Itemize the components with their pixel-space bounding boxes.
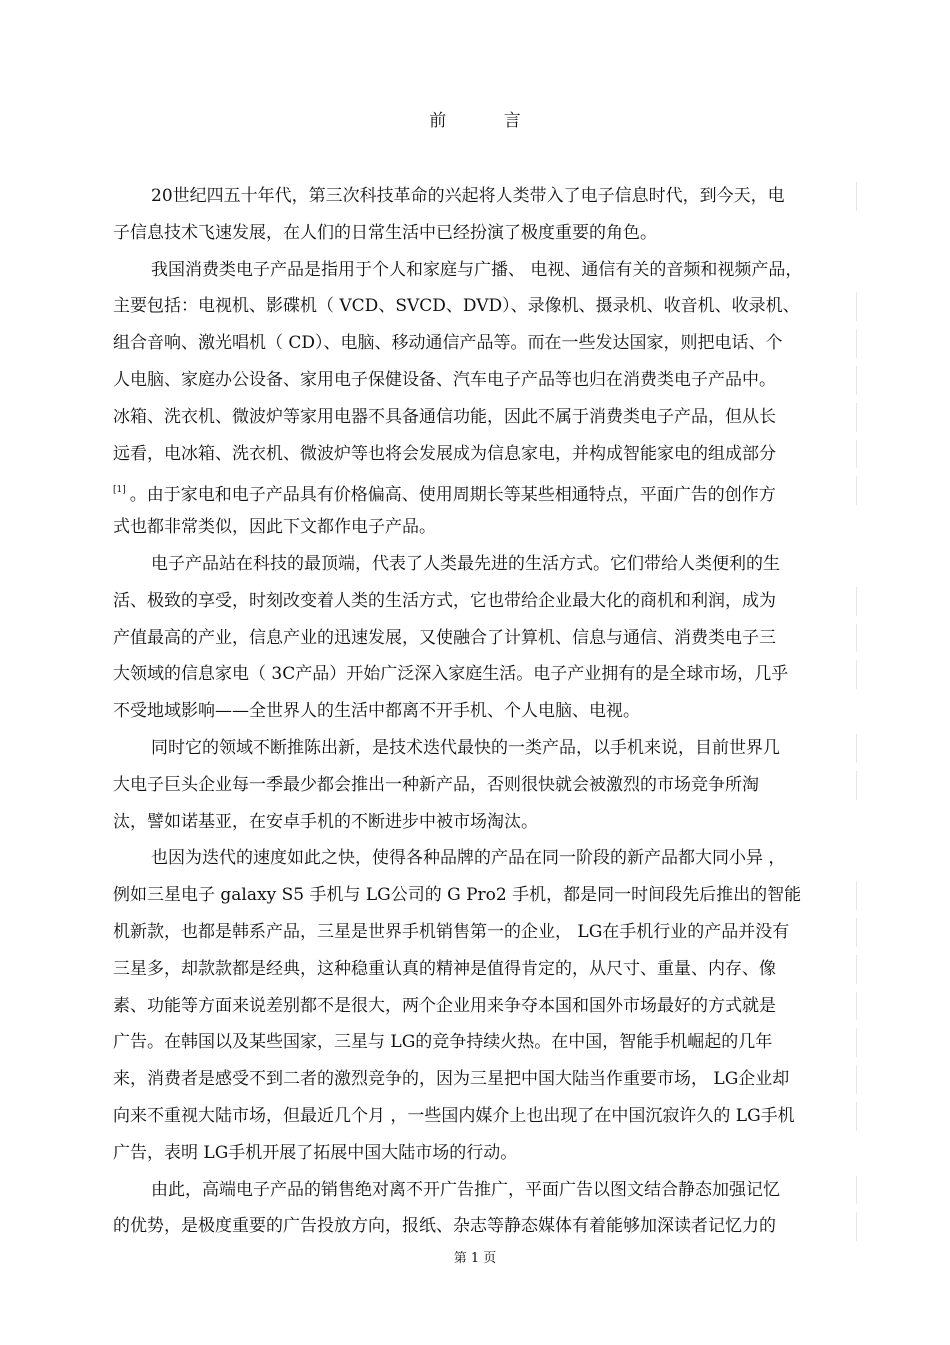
text-line: 活、极致的享受，时刻改变着人类的生活方式，它也带给企业最大化的商机和利润，成为	[113, 583, 857, 620]
text-line: 的优势，是极度重要的广告投放方向，报纸、杂志等静态媒体有着能够加深读者记忆力的	[113, 1208, 857, 1245]
text-line: 也因为迭代的速度如此之快，使得各种品牌的产品在同一阶段的新产品都大同小异 ，	[151, 848, 786, 869]
text-line: 人电脑、家庭办公设备、家用电子保健设备、汽车电子产品等也归在消费类电子产品中。	[113, 362, 857, 399]
text-line: 主要包括：电视机、影碟机（ VCD、SVCD、DVD）、录像机、摄录机、收音机、收录机、	[113, 288, 857, 325]
text-line: 广告，表明 LG手机开展了拓展中国大陆市场的行动。	[113, 1142, 518, 1163]
text-line: 三星多，却款款都是经典，这种稳重认真的精神是值得肯定的，从尺寸、重量、内存、像	[113, 951, 857, 988]
text-line: 由此，高端电子产品的销售绝对离不开广告推广，平面广告以图文结合静态加强记忆	[113, 1172, 857, 1209]
text-line: 汰，譬如诺基亚，在安卓手机的不断进步中被市场淘汰。	[113, 811, 538, 832]
text-line: 产值最高的产业，信息产业的迅速发展，又使融合了计算机、信息与通信、消费类电子三	[113, 620, 857, 657]
text-line: 我国消费类电子产品是指用于个人和家庭与广播、 电视、通信有关的音频和视频产品，	[151, 259, 803, 280]
text-line: [1] 。由于家电和电子产品具有价格偏高、使用周期长等某些相通特点，平面广告的创作方	[113, 472, 857, 509]
text-line: 20世纪四五十年代，第三次科技革命的兴起将人类带入了电子信息时代，到今天，电	[113, 178, 857, 215]
text-line: 冰箱、洗衣机、微波炉等家用电器不具备通信功能，因此不属于消费类电子产品，但从长	[113, 399, 857, 436]
page-number: 第 1 页	[453, 1251, 497, 1266]
text-line: 大领域的信息家电（ 3C产品）开始广泛深入家庭生活。电子产业拥有的是全球市场，几乎	[113, 656, 857, 693]
text-line: 向来不重视大陆市场，但最近几个月 ，一些国内媒介上也出现了在中国沉寂许久的 LG手机	[113, 1098, 857, 1135]
text-line: 组合音响、激光唱机（ CD）、电脑、移动通信产品等。而在一些发达国家，则把电话、个	[113, 325, 857, 362]
text-line: 广告。在韩国以及某些国家，三星与 LG的竞争持续火热。在中国，智能手机崛起的几年	[113, 1024, 857, 1061]
text-line: 来，消费者是感受不到二者的激烈竞争的，因为三星把中国大陆当作重要市场， LG企业却	[113, 1061, 857, 1098]
text-line: 远看，电冰箱、洗衣机、微波炉等也将会发展成为信息家电，并构成智能家电的组成部分	[113, 436, 857, 473]
page-title: 前 言	[429, 111, 547, 131]
text-line: 机新款，也都是韩系产品，三星是世界手机销售第一的企业， LG在手机行业的产品并没有	[113, 914, 857, 951]
text-line: 同时它的领域不断推陈出新，是技术迭代最快的一类产品，以手机来说，目前世界几	[113, 730, 857, 767]
text-line: 素、功能等方面来说差别都不是很大，两个企业用来争夺本国和国外市场最好的方式就是	[113, 988, 857, 1025]
text-line: 不受地域影响——全世界人的生活中都离不开手机、个人电脑、电视。	[113, 701, 640, 722]
text-line: 式也都非常类似，因此下文都作电子产品。	[113, 517, 436, 538]
document-body	[113, 178, 857, 1245]
text-line: 例如三星电子 galaxy S5 手机与 LG公司的 G Pro2 手机，都是同一时间段先后推出的智能	[113, 877, 857, 914]
citation-superscript: [1]	[113, 485, 126, 496]
text-line: 大电子巨头企业每一季最少都会推出一种新产品，否则很快就会被激烈的市场竞争所淘	[113, 767, 857, 804]
text-line: 电子产品站在科技的最顶端，代表了人类最先进的生活方式。它们带给人类便利的生	[151, 553, 780, 574]
text-line: 子信息技术飞速发展，在人们的日常生活中已经扮演了极度重要的角色。	[113, 222, 657, 243]
